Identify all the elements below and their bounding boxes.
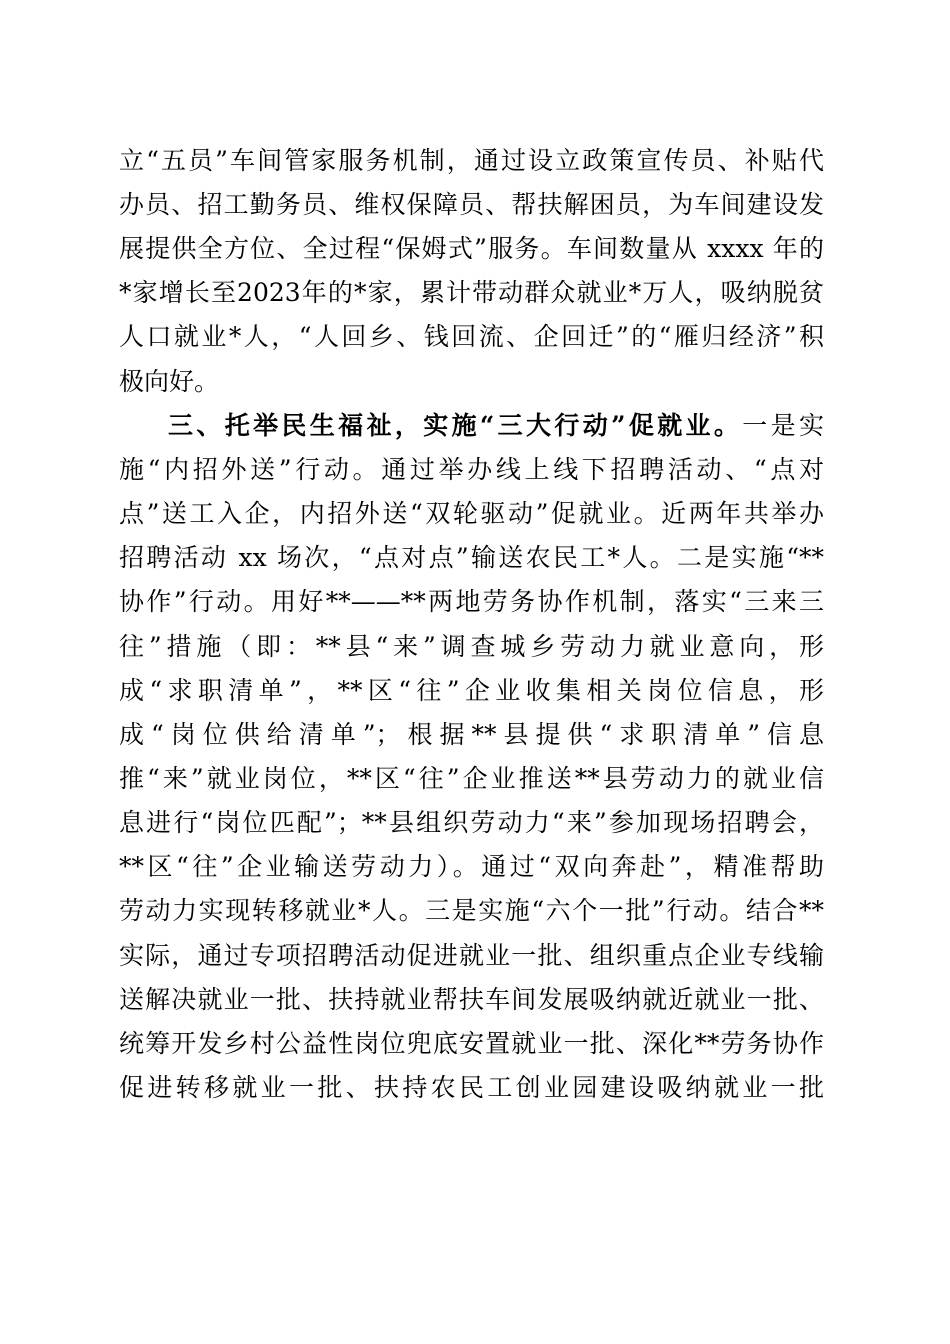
paragraph-1-line-6: 极向好。	[119, 367, 220, 396]
paragraph-1-line-1: 立“五员”车间管家服务机制，通过设立政策宣传员、补贴代	[119, 146, 824, 175]
section-heading: 三、托举民生福祉，实施“三大行动”促就业。	[168, 411, 743, 440]
paragraph-2-line-5: 协作”行动。用好**——**两地劳务协作机制，落实“三来三	[119, 587, 824, 616]
paragraph-2-line-1-rest: 一是实	[742, 411, 824, 440]
paragraph-2-line-13: 实际，通过专项招聘活动促进就业一批、组织重点企业专线输	[119, 941, 824, 970]
paragraph-2-line-9: 推“来”就业岗位，**区“往”企业推送**县劳动力的就业信	[119, 764, 824, 793]
paragraph-1-line-2: 办员、招工勤务员、维权保障员、帮扶解困员，为车间建设发	[119, 190, 824, 219]
paragraph-2-line-15: 统筹开发乡村公益性岗位兜底安置就业一批、深化**劳务协作	[119, 1029, 824, 1058]
paragraph-2-line-8: 成“岗位供给清单”；根据**县提供“求职清单”信息	[119, 720, 824, 749]
paragraph-2-line-1	[168, 406, 824, 446]
paragraph-1-line-5: 人口就业*人，“人回乡、钱回流、企回迁”的“雁归经济”积	[119, 322, 824, 351]
paragraph-1-line-3: 展提供全方位、全过程“保姆式”服务。车间数量从 xxxx 年的	[119, 234, 824, 263]
paragraph-2-line-2: 施“内招外送”行动。通过举办线上线下招聘活动、“点对	[119, 455, 824, 484]
paragraph-2-line-12: 劳动力实现转移就业*人。三是实施“六个一批”行动。结合**	[119, 896, 824, 925]
paragraph-2-line-14: 送解决就业一批、扶持就业帮扶车间发展吸纳就近就业一批、	[119, 985, 824, 1014]
paragraph-2-line-3: 点”送工入企，内招外送“双轮驱动”促就业。近两年共举办	[119, 499, 824, 528]
paragraph-2-line-6: 往”措施（即：**县“来”调查城乡劳动力就业意向，形	[119, 632, 824, 661]
paragraph-2-line-4: 招聘活动 xx 场次，“点对点”输送农民工*人。二是实施“**	[119, 543, 824, 572]
paragraph-2-line-7: 成“求职清单”，**区“往”企业收集相关岗位信息，形	[119, 676, 824, 705]
paragraph-2-line-11: **区“往”企业输送劳动力）。通过“双向奔赴”，精准帮助	[119, 852, 824, 881]
paragraph-2-line-10: 息进行“岗位匹配”；**县组织劳动力“来”参加现场招聘会，	[119, 808, 824, 837]
paragraph-1-line-4: *家增长至2023年的*家，累计带动群众就业*万人，吸纳脱贫	[119, 278, 824, 307]
paragraph-2-line-16: 促进转移就业一批、扶持农民工创业园建设吸纳就业一批	[119, 1073, 824, 1102]
